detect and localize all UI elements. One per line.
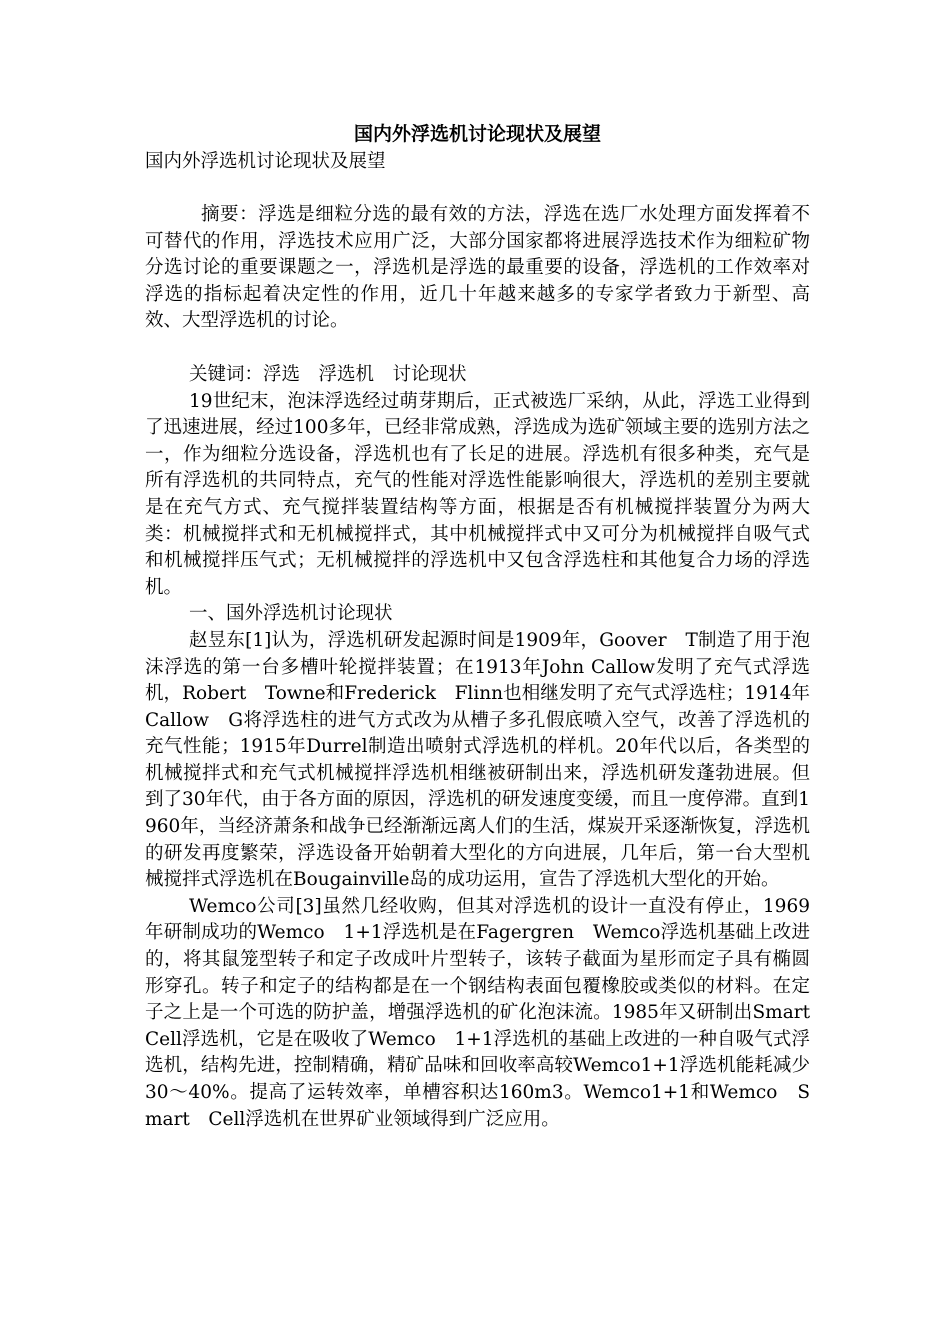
keywords-line: 关键词：浮选 浮选机 讨论现状 [189,363,467,385]
body-paragraph-wemco: Wemco公司[3]虽然几经收购，但其对浮选机的设计一直没有停止，1969年研制成功的Wemco 1+1浮选机是在Fagergren Wemco浮选机基础上改进的，将其鼠笼型转子和定子改成叶片型转子，该转子截面为星形而定子具有椭圆形穿孔。转子和定子的结构都是在一个钢结构表面包覆橡胶或类似的材料。在定子之上是一个可选的防护盖，增强浮选机的矿化泡沫流。1985年又研制出Smart Cell浮选机，它是在吸收了Wemco 1+1浮选机的基础上改进的一种自吸气式浮选机，结构先进，控制精确，精矿品味和回收率高较Wemco1+1浮选机能耗减少30～40%。提高了运转效率，单槽容积达160m3。Wemco1+1和Wemco Smart Cell浮选机在世界矿业领域得到广泛应用。 [145,895,829,1130]
document-subtitle: 国内外浮选机讨论现状及展望 [145,151,386,172]
document-title: 国内外浮选机讨论现状及展望 [353,123,601,145]
section-heading-foreign-research: 一、国外浮选机讨论现状 [189,603,393,625]
document-page [145,120,829,1133]
abstract-paragraph: 摘要：浮选是细粒分选的最有效的方法，浮选在选厂水处理方面发挥着不可替代的作用，浮选技术应用广泛，大部分国家都将进展浮选技术作为细粒矿物分选讨论的重要课题之一，浮选机是浮选的最重要的设备，浮选机的工作效率对浮选的指标起着决定性的作用，近几十年越来越多的专家学者致力于新型、高效、大型浮选机的讨论。 [145,204,810,332]
body-paragraph-intro: 19世纪末，泡沫浮选经过萌芽期后，正式被选厂采纳，从此，浮选工业得到了迅速进展，经过100多年，已经非常成熟，浮选成为选矿领域主要的选别方法之一，作为细粒分选设备，浮选机也有了长足的进展。浮选机有很多种类，充气是所有浮选机的共同特点，充气的性能对浮选性能影响很大，浮选机的差别主要就是在充气方式、充气搅拌装置结构等方面，根据是否有机械搅拌装置分为两大类：机械搅拌式和无机械搅拌式，其中机械搅拌式中又可分为机械搅拌自吸气式和机械搅拌压气式；无机械搅拌的浮选机中又包含浮选柱和其他复合力场的浮选机。 [145,390,810,598]
body-paragraph-history: 赵昱东[1]认为，浮选机研发起源时间是1909年，Goover T制造了用于泡沫浮选的第一台多槽叶轮搅拌装置；在1913年John Callow发明了充气式浮选机，Robert Towne和Frederick Flinn也相继发明了充气式浮选柱；1914年Callow G将浮选柱的进气方式改为从槽子多孔假底喷入空气，改善了浮选机的充气性能；1915年Durrel制造出喷射式浮选机的样机。20年代以后，各类型的机械搅拌式和充气式机械搅拌浮选机相继被研制出来，浮选机研发蓬勃进展。但到了30年代，由于各方面的原因，浮选机的研发速度变缓，而且一度停滞。直到1960年，当经济萧条和战争已经渐渐远离人们的生活，煤炭开采逐渐恢复，浮选机的研发再度繁荣，浮选设备开始朝着大型化的方向进展，几年后，第一台大型机械搅拌式浮选机在Bougainville岛的成功运用，宣告了浮选机大型化的开始。 [145,629,810,891]
